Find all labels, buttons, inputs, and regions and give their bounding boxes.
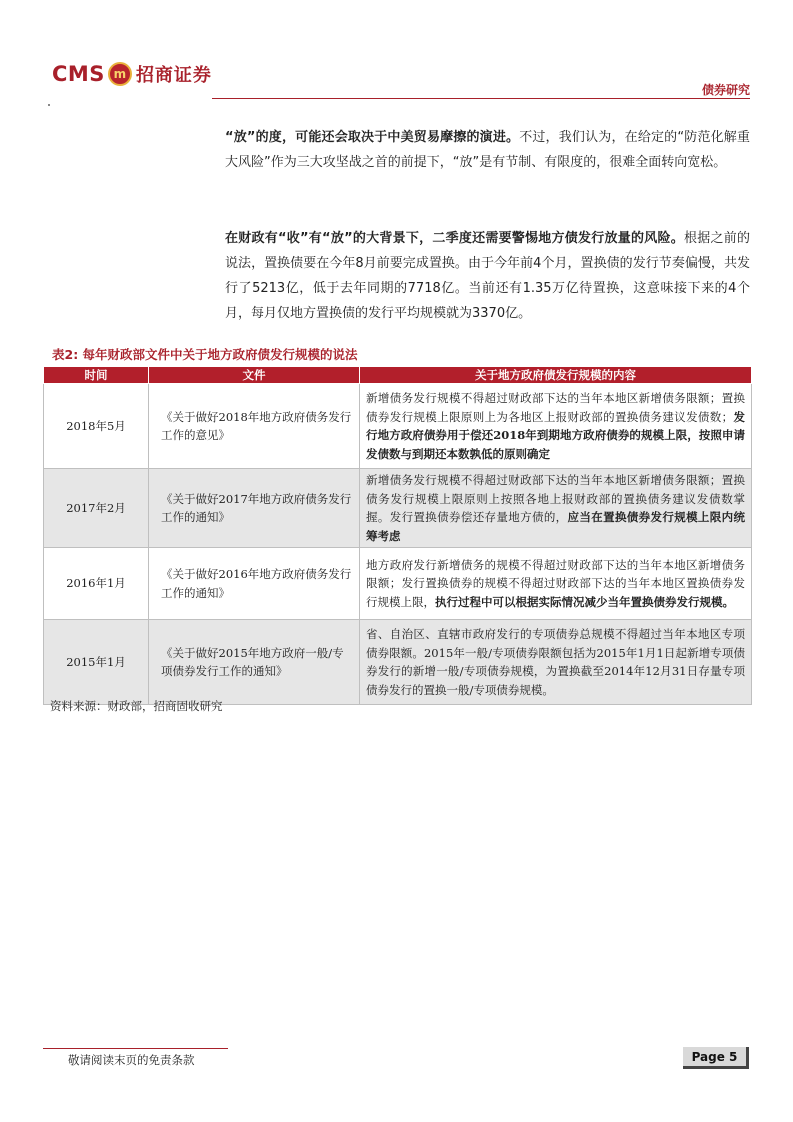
table-row (44, 548, 752, 620)
paragraph-2-bold: 在财政有“收”有“放”的大背景下，二季度还需要警惕地方债发行放量的风险。 (225, 231, 684, 246)
cell-content (360, 384, 752, 469)
table-row (44, 384, 752, 469)
cell-document: 《关于做好2017年地方政府债务发行工作的通知》 (149, 469, 360, 548)
content-text: 地方政府发行新增债务的规模不得超过财政部下达的当年本地区新增债务限额；发行置换债券的规模不得超过财政部下达的当年本地区置换债券发行规模上限， (366, 557, 745, 609)
cell-time: 2016年1月 (44, 548, 149, 620)
paragraph-2 (225, 226, 750, 326)
table-header-row (44, 367, 752, 384)
cell-document: 《关于做好2018年地方政府债务发行工作的意见》 (149, 384, 360, 469)
brand-logo (52, 60, 212, 88)
section-title: 债券研究 (701, 83, 750, 97)
cell-content (360, 620, 752, 705)
cell-document: 《关于做好2015年地方政府一般/专项债券发行工作的通知》 (149, 620, 360, 705)
table-source: 资料来源：财政部，招商固收研究 (50, 699, 223, 713)
content-bold: 执行过程中可以根据实际情况减少当年置换债券发行规模。 (435, 594, 734, 609)
header-content: 关于地方政府债发行规模的内容 (360, 367, 752, 384)
cell-content (360, 548, 752, 620)
content-text: 新增债务发行规模不得超过财政部下达的当年本地区新增债务限额；置换债务发行规模上限原则上按照各地上报财政部的置换债务建议发债数掌握。发行置换债券偿还存量地方债的， (366, 473, 745, 524)
paragraph-1-text: 不过，我们认为，在给定的“防范化解重大风险”作为三大攻坚战之首的前提下，“放”是有节制、有限度的，很难全面转向宽松。 (225, 130, 750, 170)
footer-divider (43, 1048, 228, 1049)
cell-time: 2015年1月 (44, 620, 149, 705)
cell-document: 《关于做好2016年地方政府债务发行工作的通知》 (149, 548, 360, 620)
cell-time: 2017年2月 (44, 469, 149, 548)
paragraph-2-text: 根据之前的说法，置换债要在今年8月前要完成置换。由于今年前4个月，置换债的发行节奏偏慢，共发行了5213亿，低于去年同期的7718亿。当前还有1.35万亿待置换，这意味接下来的4个月，每月仅地方置换债的发行平均规模就为3370亿。 (225, 231, 750, 321)
paragraph-1-bold: “放”的度，可能还会取决于中美贸易摩擦的演进。 (225, 130, 520, 145)
table-title: 表2: 每年财政部文件中关于地方政府债发行规模的说法 (52, 347, 358, 362)
logo-mark-icon: m (108, 62, 132, 86)
policy-table (43, 366, 752, 705)
table-row (44, 620, 752, 705)
cell-content (360, 469, 752, 548)
logo-text: CMS (52, 62, 105, 86)
table-row (44, 469, 752, 548)
content-text: 新增债务发行规模不得超过财政部下达的当年本地区新增债务限额；置换债券发行规模上限原则上为各地区上报财政部的置换债务建议发债数； (366, 391, 745, 424)
header-document: 文件 (149, 367, 360, 384)
page-number: Page 5 (683, 1047, 749, 1069)
header-time: 时间 (44, 367, 149, 384)
content-bold: 发行地方政府债券用于偿还2018年到期地方政府债券的规模上限，按照申请发债数与到期还本数孰低的原则确定 (366, 409, 746, 461)
cell-time: 2018年5月 (44, 384, 149, 469)
header-divider (212, 98, 750, 99)
decorative-dot (48, 104, 50, 106)
content-text: 省、自治区、直辖市政府发行的专项债券总规模不得超过当年本地区专项债券限额。2015年一般/专项债券限额包括为2015年1月1日起新增专项债券发行的新增一般/专项债券规模，为置换截至2014年12月31日存量专项债券发行的置换一般/专项债券规模。 (366, 627, 745, 697)
paragraph-1 (225, 125, 750, 175)
disclaimer-link[interactable]: 敬请阅读末页的免责条款 (68, 1053, 195, 1067)
logo-chinese-name: 招商证券 (135, 65, 212, 86)
content-bold: 应当在置换债券发行规模上限内统筹考虑 (366, 510, 745, 543)
